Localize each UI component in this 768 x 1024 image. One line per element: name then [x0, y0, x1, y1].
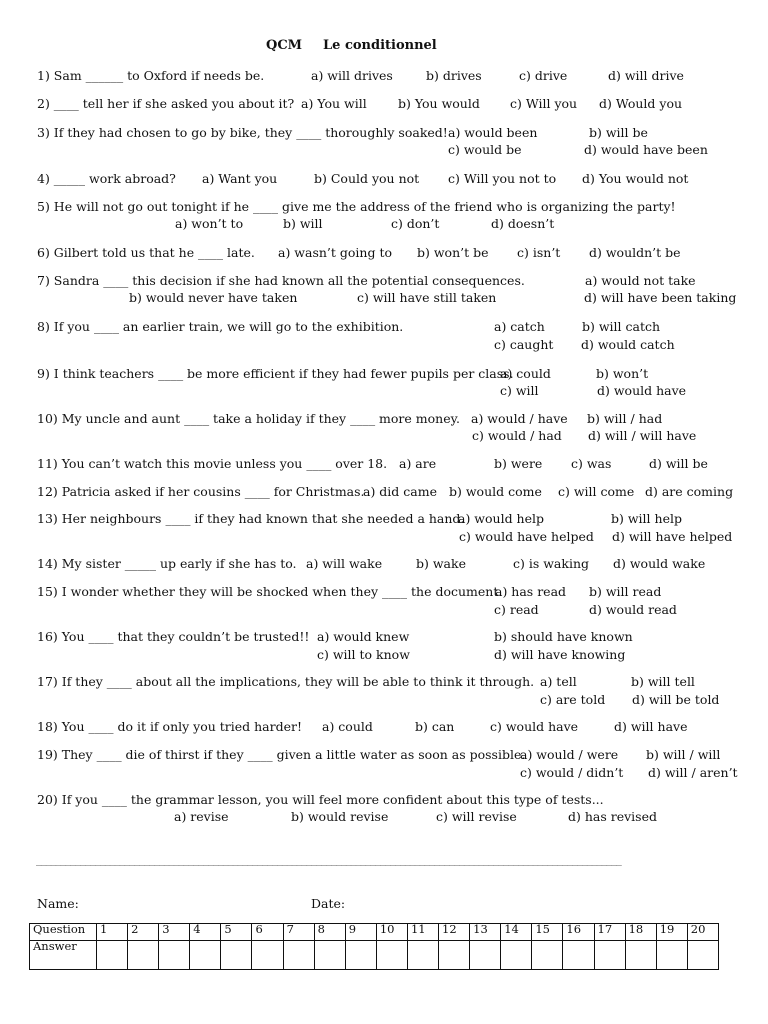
- question-19-option-b: b) will / will: [646, 747, 721, 762]
- title-topic: Le conditionnel: [323, 38, 437, 53]
- question-14-option-a: a) will wake: [306, 556, 383, 571]
- question-14-option-b: b) wake: [416, 556, 466, 571]
- question-16-option-d: d) will have knowing: [494, 647, 626, 662]
- question-12-option-c: c) will come: [558, 484, 635, 499]
- answer-cell[interactable]: [407, 941, 438, 970]
- question-8-text: 8) If you ____ an earlier train, we will go to the exhibition.: [37, 319, 404, 334]
- question-6-option-a: a) wasn’t going to: [278, 245, 392, 260]
- question-17-option-c: c) are told: [540, 692, 606, 707]
- question-7-text: 7) Sandra ____ this decision if she had known all the potential consequences.: [37, 273, 525, 288]
- question-7-option-b: b) would never have taken: [129, 290, 298, 305]
- question-number-cell: 17: [594, 924, 625, 941]
- question-9-option-d: d) would have: [597, 383, 687, 398]
- question-1-text: 1) Sam ______ to Oxford if needs be.: [37, 68, 265, 83]
- question-12-text: 12) Patricia asked if her cousins ____ for Christmas.: [37, 484, 365, 499]
- question-16-option-a: a) would knew: [317, 629, 410, 644]
- answer-cell[interactable]: [563, 941, 594, 970]
- question-17-option-b: b) will tell: [631, 674, 695, 689]
- question-8-option-d: d) would catch: [581, 337, 675, 352]
- question-13-option-b: b) will help: [611, 511, 682, 526]
- question-3-option-d: d) would have been: [584, 142, 708, 157]
- question-20-option-c: c) will revise: [436, 809, 517, 824]
- question-17-text: 17) If they ____ about all the implications, they will be able to think it through.: [37, 674, 535, 689]
- answer-cell[interactable]: [221, 941, 252, 970]
- question-number-cell: 20: [687, 924, 718, 941]
- question-number-cell: 6: [252, 924, 283, 941]
- question-20-option-a: a) revise: [174, 809, 229, 824]
- question-11-option-a: a) are: [399, 456, 437, 471]
- answer-cell[interactable]: [159, 941, 190, 970]
- question-16-option-b: b) should have known: [494, 629, 633, 644]
- question-18-option-d: d) will have: [614, 719, 688, 734]
- question-14-option-c: c) is waking: [513, 556, 590, 571]
- answer-cell[interactable]: [625, 941, 656, 970]
- question-number-cell: 7: [283, 924, 314, 941]
- question-number-cell: 18: [625, 924, 656, 941]
- answer-cell[interactable]: [656, 941, 687, 970]
- question-2-option-c: c) Will you: [510, 96, 578, 111]
- question-13-text: 13) Her neighbours ____ if they had known that she needed a hand.: [37, 511, 465, 526]
- question-11-option-c: c) was: [571, 456, 612, 471]
- question-18-option-c: c) would have: [490, 719, 579, 734]
- question-6-option-c: c) isn’t: [517, 245, 561, 260]
- answer-cell[interactable]: [501, 941, 532, 970]
- question-9-option-c: c) will: [500, 383, 539, 398]
- question-12-option-b: b) would come: [449, 484, 542, 499]
- answer-cell[interactable]: [252, 941, 283, 970]
- answer-cell[interactable]: [345, 941, 376, 970]
- question-20-option-b: b) would revise: [291, 809, 389, 824]
- answer-cell[interactable]: [687, 941, 718, 970]
- question-number-cell: 8: [314, 924, 345, 941]
- question-number-cell: 5: [221, 924, 252, 941]
- question-9-option-b: b) won’t: [596, 366, 649, 381]
- question-7-option-d: d) will have been taking: [584, 290, 737, 305]
- question-number-cell: 2: [128, 924, 159, 941]
- question-15-option-c: c) read: [494, 602, 539, 617]
- question-19-option-c: c) would / didn’t: [520, 765, 624, 780]
- question-4-option-d: d) You would not: [582, 171, 689, 186]
- title-qcm: QCM: [266, 38, 303, 53]
- question-15-text: 15) I wonder whether they will be shocked when they ____ the document.: [37, 584, 503, 599]
- cut-line: _______________________________________________________________________________________________________________________: [36, 858, 622, 867]
- answer-cell[interactable]: [532, 941, 563, 970]
- question-number-cell: 9: [345, 924, 376, 941]
- question-4-text: 4) _____ work abroad?: [37, 171, 176, 186]
- question-10-option-b: b) will / had: [587, 411, 663, 426]
- question-15-option-d: d) would read: [589, 602, 677, 617]
- question-number-cell: 10: [376, 924, 407, 941]
- question-number-cell: 14: [501, 924, 532, 941]
- question-14-option-d: d) would wake: [613, 556, 706, 571]
- question-6-text: 6) Gilbert told us that he ____ late.: [37, 245, 255, 260]
- question-3-option-a: a) would been: [448, 125, 538, 140]
- question-number-cell: 3: [159, 924, 190, 941]
- question-4-option-b: b) Could you not: [314, 171, 420, 186]
- question-5-option-a: a) won’t to: [175, 216, 244, 231]
- answer-row: [30, 941, 719, 970]
- question-number-cell: 11: [407, 924, 438, 941]
- question-number-cell: 1: [97, 924, 128, 941]
- answer-cell[interactable]: [190, 941, 221, 970]
- question-number-cell: 16: [563, 924, 594, 941]
- question-10-option-d: d) will / will have: [588, 428, 697, 443]
- question-10-option-a: a) would / have: [471, 411, 568, 426]
- question-5-text: 5) He will not go out tonight if he ____ give me the address of the friend who is organizing the party!: [37, 199, 676, 214]
- question-2-option-a: a) You will: [301, 96, 367, 111]
- question-9-text: 9) I think teachers ____ be more efficient if they had fewer pupils per class.: [37, 366, 514, 381]
- question-1-option-a: a) will drives: [311, 68, 393, 83]
- question-14-text: 14) My sister _____ up early if she has to.: [37, 556, 297, 571]
- question-number-cell: 12: [439, 924, 470, 941]
- name-label: Name:: [37, 896, 79, 911]
- question-2-option-d: d) Would you: [599, 96, 683, 111]
- question-17-option-a: a) tell: [540, 674, 577, 689]
- answer-cell[interactable]: [283, 941, 314, 970]
- question-number-cell: 4: [190, 924, 221, 941]
- answer-cell[interactable]: [376, 941, 407, 970]
- question-number-cell: 15: [532, 924, 563, 941]
- answer-grid: [29, 923, 719, 970]
- question-19-option-d: d) will / aren’t: [648, 765, 738, 780]
- question-18-text: 18) You ____ do it if only you tried harder!: [37, 719, 303, 734]
- question-8-option-c: c) caught: [494, 337, 554, 352]
- question-number-row: [30, 924, 719, 941]
- answer-cell[interactable]: [470, 941, 501, 970]
- question-13-option-c: c) would have helped: [459, 529, 594, 544]
- question-11-option-b: b) were: [494, 456, 543, 471]
- question-15-option-a: a) has read: [495, 584, 567, 599]
- question-3-option-b: b) will be: [589, 125, 648, 140]
- answer-cell[interactable]: [128, 941, 159, 970]
- question-6-option-d: d) wouldn’t be: [589, 245, 681, 260]
- question-20-option-d: d) has revised: [568, 809, 657, 824]
- question-11-text: 11) You can’t watch this movie unless you ____ over 18.: [37, 456, 388, 471]
- question-12-option-d: d) are coming: [645, 484, 734, 499]
- question-11-option-d: d) will be: [649, 456, 708, 471]
- answer-cell[interactable]: [97, 941, 128, 970]
- question-3-text: 3) If they had chosen to go by bike, they ____ thoroughly soaked!: [37, 125, 448, 140]
- question-19-text: 19) They ____ die of thirst if they ____ given a little water as soon as possible.: [37, 747, 526, 762]
- question-10-text: 10) My uncle and aunt ____ take a holiday if they ____ more money.: [37, 411, 460, 426]
- answer-cell[interactable]: [439, 941, 470, 970]
- question-6-option-b: b) won’t be: [417, 245, 489, 260]
- answer-cell[interactable]: [594, 941, 625, 970]
- question-20-text: 20) If you ____ the grammar lesson, you will feel more confident about this type of tests...: [37, 792, 604, 807]
- question-8-option-b: b) will catch: [582, 319, 661, 334]
- question-18-option-b: b) can: [415, 719, 455, 734]
- question-5-option-d: d) doesn’t: [491, 216, 555, 231]
- question-2-option-b: b) You would: [398, 96, 480, 111]
- question-7-option-a: a) would not take: [585, 273, 696, 288]
- question-1-option-d: d) will drive: [608, 68, 684, 83]
- question-12-option-a: a) did came: [363, 484, 437, 499]
- question-19-option-a: a) would / were: [520, 747, 619, 762]
- question-5-option-c: c) don’t: [391, 216, 440, 231]
- question-7-option-c: c) will have still taken: [357, 290, 497, 305]
- question-10-option-c: c) would / had: [472, 428, 562, 443]
- question-1-option-c: c) drive: [519, 68, 568, 83]
- question-13-option-d: d) will have helped: [612, 529, 733, 544]
- question-17-option-d: d) will be told: [632, 692, 720, 707]
- question-15-option-b: b) will read: [589, 584, 662, 599]
- question-9-option-a: a) could: [500, 366, 551, 381]
- answer-row-label: Answer: [30, 941, 97, 970]
- question-3-option-c: c) would be: [448, 142, 522, 157]
- question-16-text: 16) You ____ that they couldn’t be trusted!!: [37, 629, 310, 644]
- question-number-cell: 19: [656, 924, 687, 941]
- question-4-option-a: a) Want you: [202, 171, 278, 186]
- date-label: Date:: [311, 896, 346, 911]
- question-8-option-a: a) catch: [494, 319, 545, 334]
- question-16-option-c: c) will to know: [317, 647, 410, 662]
- question-row-label: Question: [30, 924, 97, 941]
- question-5-option-b: b) will: [283, 216, 323, 231]
- question-18-option-a: a) could: [322, 719, 373, 734]
- answer-cell[interactable]: [314, 941, 345, 970]
- question-number-cell: 13: [470, 924, 501, 941]
- question-13-option-a: a) would help: [458, 511, 544, 526]
- question-2-text: 2) ____ tell her if she asked you about it?: [37, 96, 295, 111]
- question-1-option-b: b) drives: [426, 68, 482, 83]
- question-4-option-c: c) Will you not to: [448, 171, 557, 186]
